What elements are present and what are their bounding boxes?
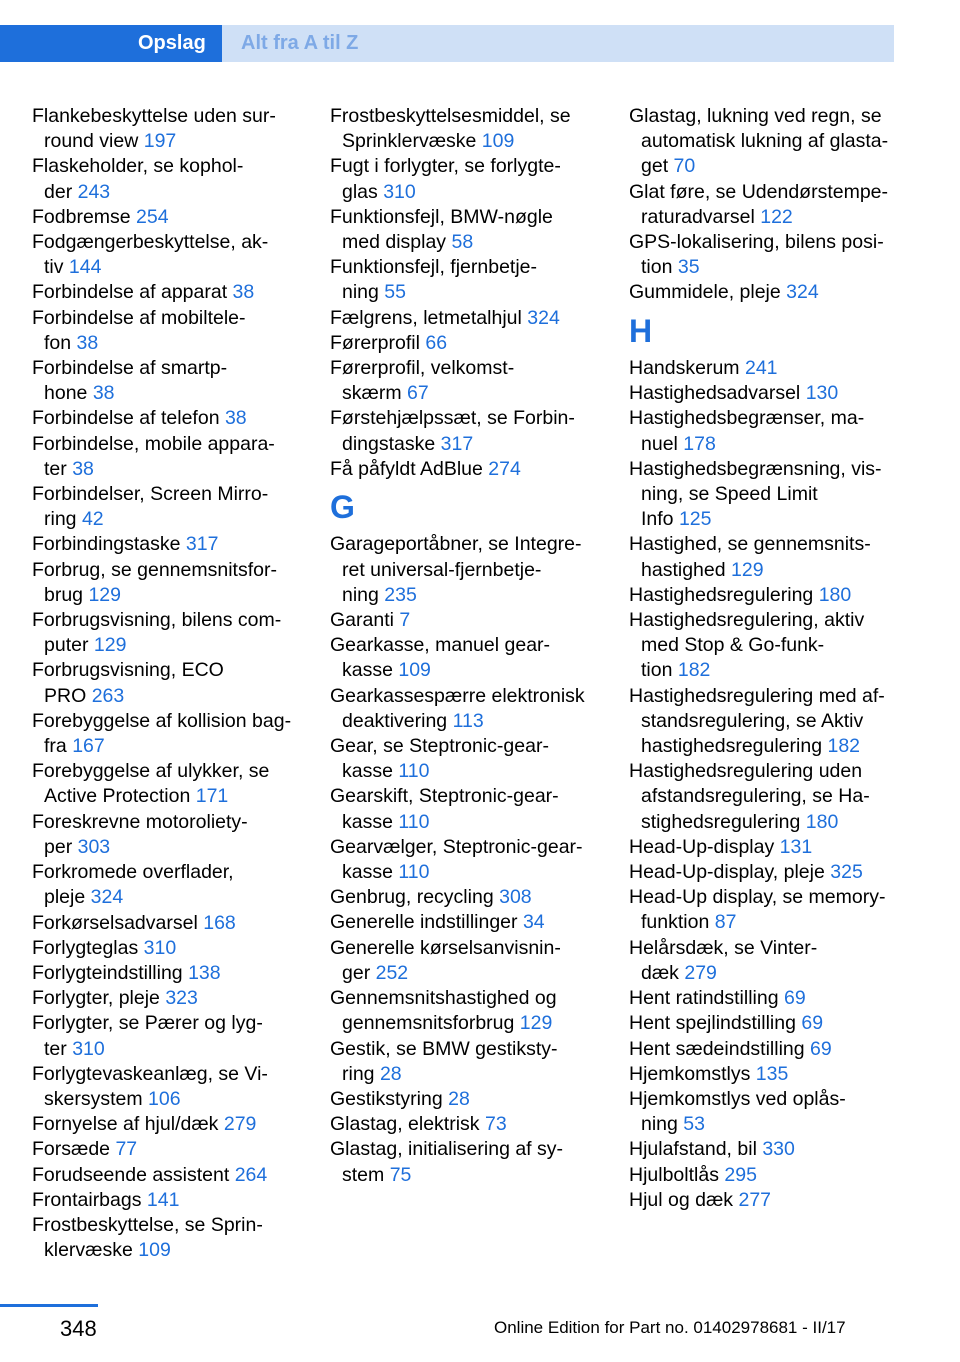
entry-term: Fodgængerbeskyttelse, ak- tiv	[32, 231, 269, 279]
index-entry	[32, 1213, 302, 1263]
index-entry	[32, 154, 302, 204]
page-link[interactable]: 69	[801, 1012, 824, 1035]
page-link[interactable]: 274	[488, 457, 521, 480]
index-entry	[32, 608, 302, 658]
entry-term: Forlygteglas	[32, 936, 144, 959]
page-link[interactable]: 129	[88, 583, 121, 606]
page-link[interactable]: 38	[72, 457, 94, 480]
page-link[interactable]: 34	[522, 911, 545, 934]
index-entry	[629, 885, 897, 935]
entry-term: Head-Up-display	[629, 835, 780, 858]
page-link[interactable]: 264	[234, 1163, 268, 1186]
entry-term: Gearkasse, manuel gear- kasse	[330, 634, 551, 682]
page-link[interactable]: 110	[398, 861, 430, 884]
entry-term: Frontairbags	[32, 1188, 147, 1211]
page-link[interactable]: 38	[76, 331, 99, 354]
index-entry	[629, 936, 897, 986]
page-link[interactable]: 75	[389, 1163, 412, 1186]
page-link[interactable]: 28	[379, 1062, 402, 1085]
entry-term: Glastag, initialisering af sy- stem	[330, 1138, 564, 1186]
index-entry	[629, 835, 897, 860]
page-link[interactable]: 180	[818, 583, 852, 606]
tab-opslag[interactable]: Opslag	[0, 25, 222, 62]
entry-term: Gestikstyring	[330, 1087, 449, 1110]
entry-term: Få påfyldt AdBlue	[330, 457, 489, 480]
page-link[interactable]: 67	[407, 382, 429, 405]
index-entry	[330, 608, 600, 633]
index-entry	[32, 306, 302, 356]
entry-term: Funktionsfejl, fjernbetje- ning	[330, 256, 538, 304]
index-entry	[32, 532, 302, 557]
footer-divider	[0, 1304, 98, 1307]
index-entry	[330, 457, 600, 482]
page-link[interactable]: 113	[452, 709, 484, 732]
page-link[interactable]: 130	[805, 382, 839, 405]
index-entry	[32, 1112, 302, 1137]
index-entry	[629, 532, 897, 582]
page-link[interactable]: 69	[784, 987, 806, 1010]
index-entry	[629, 1163, 897, 1188]
entry-term: Forbindelse af mobiltele- fon	[32, 306, 246, 354]
index-entry	[32, 911, 302, 936]
page-link[interactable]: 131	[779, 835, 813, 858]
page-link[interactable]: 310	[383, 180, 416, 203]
index-entry	[330, 306, 600, 331]
section-letter: G	[330, 489, 355, 526]
index-entry	[629, 280, 897, 305]
index-column-1	[32, 104, 302, 1263]
page-link[interactable]: 138	[188, 961, 221, 984]
entry-term: Hastighedsregulering	[629, 583, 819, 606]
page-link[interactable]: 109	[138, 1239, 171, 1262]
index-entry	[330, 885, 600, 910]
index-entry	[629, 1011, 897, 1036]
entry-term: Generelle kørselsanvisnin- ger	[330, 936, 561, 984]
index-entry	[32, 810, 302, 860]
entry-term: Gearskift, Steptronic-gear- kasse	[330, 785, 559, 833]
entry-term: Forbrugsvisning, ECO PRO	[32, 659, 224, 707]
page-link[interactable]: 310	[72, 1037, 105, 1060]
index-entry	[32, 709, 302, 759]
entry-term: Flaskeholder, se kophol- der	[32, 155, 244, 203]
entry-term: Gennemsnitshastighed og gennemsnitsforbrug	[330, 987, 557, 1035]
page-link[interactable]: 308	[499, 886, 532, 909]
page-link[interactable]: 323	[165, 987, 198, 1010]
index-entry	[330, 784, 600, 834]
page-link[interactable]: 168	[203, 911, 236, 934]
index-entry	[629, 356, 897, 381]
entry-term: Forbrugsvisning, bilens com- puter	[32, 609, 282, 657]
entry-term: Hent ratindstilling	[629, 987, 784, 1010]
index-column-3	[629, 104, 897, 1213]
entry-term: Hent sædeindstilling	[629, 1037, 811, 1060]
page-link[interactable]: 110	[398, 810, 430, 833]
page-link[interactable]: 141	[146, 1188, 180, 1211]
page-link[interactable]: 66	[425, 331, 448, 354]
page-link[interactable]: 69	[810, 1037, 832, 1060]
index-entry	[32, 936, 302, 961]
index-entry	[629, 608, 897, 684]
index-entry	[32, 406, 302, 431]
index-entry	[629, 104, 897, 180]
entry-term: Frostbeskyttelsesmiddel, se Sprinklervæske	[330, 105, 571, 153]
page-link[interactable]: 87	[714, 911, 737, 934]
index-entry	[330, 1112, 600, 1137]
index-entry	[330, 835, 600, 885]
entry-term: Forbindingstaske	[32, 533, 186, 556]
entry-term: Hastighedsbegrænsning, vis- ning, se Speed Limit Info	[629, 457, 882, 531]
entry-term: Genbrug, recycling	[330, 886, 500, 909]
index-entry	[629, 759, 897, 835]
page-link[interactable]: 317	[185, 533, 219, 556]
entry-term: Forkørselsadvarsel	[32, 911, 204, 934]
index-entry	[330, 986, 600, 1036]
page-link[interactable]: 279	[223, 1113, 257, 1136]
index-entry	[330, 1137, 600, 1187]
index-entry	[330, 1087, 600, 1112]
entry-term: Gearvælger, Steptronic-gear- kasse	[330, 835, 583, 884]
page-link[interactable]: 182	[827, 735, 861, 758]
page-link[interactable]: 58	[451, 231, 474, 254]
entry-term: Hastighedsregulering, aktiv med Stop & Go-funk- tion	[629, 609, 865, 682]
page-link[interactable]: 35	[677, 256, 700, 279]
page-link[interactable]: 197	[143, 130, 177, 153]
index-entry	[32, 860, 302, 910]
page-number: 348	[60, 1316, 97, 1341]
page-link[interactable]: 279	[684, 961, 717, 984]
page-link[interactable]: 325	[830, 861, 863, 884]
index-entry	[330, 684, 600, 734]
index-column-2	[330, 104, 600, 1188]
entry-term: Hastighedsregulering med af- standsregulering, se Aktiv hastighedsregulering	[629, 684, 885, 758]
index-entry	[32, 1163, 302, 1188]
edition-note: Online Edition for Part no. 01402978681 - II/17	[494, 1318, 846, 1337]
entry-term: Fornyelse af hjul/dæk	[32, 1113, 224, 1136]
entry-term: Forbindelser, Screen Mirro- ring	[32, 483, 269, 531]
index-entry	[330, 1037, 600, 1087]
entry-term: Hjul og dæk	[629, 1188, 739, 1211]
page-link[interactable]: 303	[77, 835, 111, 858]
page-link[interactable]: 180	[805, 810, 839, 833]
index-entry	[330, 205, 600, 255]
index-entry	[629, 406, 897, 456]
entry-term: Forudseende assistent	[32, 1163, 235, 1186]
index-entry	[330, 356, 600, 406]
entry-term: Forlygtevaskeanlæg, se Vi- skersystem	[32, 1062, 268, 1110]
page-link[interactable]: 38	[92, 382, 115, 405]
index-entry	[629, 1087, 897, 1137]
entry-term: Forlygteindstilling	[32, 961, 189, 984]
entry-term: Fodbremse	[32, 205, 137, 228]
page-link[interactable]: 129	[93, 634, 127, 657]
entry-term: Forbindelse, mobile appara- ter	[32, 432, 275, 480]
page-link[interactable]: 38	[232, 281, 255, 304]
tab-alt-fra-a-til-z[interactable]: Alt fra A til Z	[222, 25, 894, 62]
entry-term: Forkromede overflader, pleje	[32, 861, 234, 909]
index-entry	[32, 1137, 302, 1162]
index-entry	[629, 986, 897, 1011]
entry-term: Forbindelse af apparat	[32, 281, 233, 304]
page-link[interactable]: 7	[399, 609, 411, 632]
entry-term: Fælgrens, letmetalhjul	[330, 306, 528, 329]
entry-term: Foreskrevne motoroliety- per	[32, 810, 248, 858]
page-link[interactable]: 171	[195, 785, 229, 808]
index-entry	[32, 104, 302, 154]
page-link[interactable]: 295	[724, 1163, 757, 1186]
page-link[interactable]: 243	[77, 180, 111, 203]
index-entry	[629, 1037, 897, 1062]
entry-term: Gestik, se BMW gestiksty- ring	[330, 1037, 558, 1085]
entry-term: Glat føre, se Udendørstempe- raturadvarsel	[629, 180, 889, 228]
page-link[interactable]: 324	[527, 306, 560, 329]
entry-term: Forebyggelse af kollision bag- fra	[32, 709, 292, 758]
page-link[interactable]: 122	[760, 205, 793, 228]
page-link[interactable]: 241	[744, 357, 778, 380]
page-link[interactable]: 324	[90, 886, 124, 909]
index-entry	[330, 406, 600, 456]
page-link[interactable]: 28	[448, 1087, 470, 1110]
page-link[interactable]: 53	[683, 1113, 705, 1136]
entry-term: Hastighedsadvarsel	[629, 382, 806, 405]
entry-term: Forbindelse af telefon	[32, 407, 225, 430]
page-link[interactable]: 317	[440, 432, 474, 455]
index-entry	[629, 180, 897, 230]
page-link[interactable]: 129	[519, 1012, 553, 1035]
page-link[interactable]: 235	[384, 583, 417, 606]
page-link[interactable]: 178	[683, 432, 716, 455]
page-link[interactable]: 42	[81, 508, 104, 531]
page-link[interactable]: 310	[143, 936, 177, 959]
index-entry	[32, 558, 302, 608]
page-link[interactable]: 109	[481, 130, 515, 153]
index-entry	[32, 961, 302, 986]
index-entry	[330, 633, 600, 683]
page-link[interactable]: 38	[224, 407, 247, 430]
entry-term: Funktionsfejl, BMW-nøgle med display	[330, 205, 553, 254]
index-entry	[32, 432, 302, 482]
entry-term: Head-Up-display, pleje	[629, 861, 831, 884]
page-link[interactable]: 125	[678, 508, 712, 531]
page-link[interactable]: 182	[677, 659, 711, 682]
index-entry	[32, 1062, 302, 1112]
page-link[interactable]: 110	[398, 760, 430, 783]
index-entry	[32, 482, 302, 532]
index-entry	[330, 255, 600, 305]
header-bar	[0, 0, 960, 62]
page-link[interactable]: 252	[375, 961, 409, 984]
entry-term: Førstehjælpssæt, se Forbin- dingstaske	[330, 407, 575, 455]
page-link[interactable]: 55	[384, 281, 406, 304]
entry-term: Flankebeskyttelse uden sur- round view	[32, 105, 276, 153]
page-link[interactable]: 109	[398, 659, 431, 682]
entry-term: Frostbeskyttelse, se Sprin- klervæske	[32, 1213, 263, 1262]
entry-term: Forbindelse af smartp- hone	[32, 357, 228, 405]
page-link[interactable]: 77	[115, 1138, 138, 1161]
entry-term: Hastighedsbegrænser, ma- nuel	[629, 407, 865, 455]
entry-term: Hjemkomstlys ved oplås- ning	[629, 1087, 846, 1136]
page-link[interactable]: 277	[738, 1188, 772, 1211]
entry-term: Gummidele, pleje	[629, 281, 787, 304]
index-entry	[32, 986, 302, 1011]
index-entry	[330, 532, 600, 608]
entry-term: Forbrug, se gennemsnitsfor- brug	[32, 558, 277, 606]
entry-term: Garageportåbner, se Integre- ret universal-fjernbetje- ning	[330, 533, 582, 606]
index-entry	[629, 684, 897, 760]
index-entry	[330, 734, 600, 784]
page-link[interactable]: 73	[484, 1113, 507, 1136]
entry-term: Garanti	[330, 609, 400, 632]
entry-term: Hent spejlindstilling	[629, 1012, 802, 1035]
index-entry	[629, 381, 897, 406]
entry-term: GPS-lokalisering, bilens posi- tion	[629, 231, 884, 279]
page-link[interactable]: 263	[91, 684, 125, 707]
entry-term: Førerprofil, velkomst- skærm	[330, 357, 515, 405]
page-link[interactable]: 330	[762, 1138, 795, 1161]
entry-term: Forsæde	[32, 1138, 116, 1161]
entry-term: Gearkassespærre elektronisk deaktivering	[330, 684, 585, 732]
page-link[interactable]: 129	[731, 558, 764, 581]
entry-term: Glastag, lukning ved regn, se automatisk lukning af glasta- get	[629, 105, 889, 178]
entry-term: Handskerum	[629, 357, 745, 380]
section-letter: H	[629, 312, 653, 349]
index-entry	[32, 280, 302, 305]
page-link[interactable]: 144	[68, 256, 102, 279]
page-link[interactable]: 324	[786, 281, 819, 304]
index-entry	[32, 1011, 302, 1061]
entry-term: Head-Up display, se memory- funktion	[629, 886, 886, 934]
entry-term: Hjulafstand, bil	[629, 1138, 763, 1161]
entry-term: Generelle indstillinger	[330, 911, 523, 934]
index-entry	[629, 1062, 897, 1087]
entry-term: Hjemkomstlys	[629, 1062, 756, 1085]
entry-term: Gear, se Steptronic-gear- kasse	[330, 735, 549, 783]
entry-term: Glastag, elektrisk	[330, 1113, 485, 1136]
entry-term: Fugt i forlygter, se forlygte- glas	[330, 155, 561, 203]
index-entry	[330, 331, 600, 356]
entry-term: Forlygter, se Pærer og lyg- ter	[32, 1012, 263, 1060]
page-link[interactable]: 254	[136, 205, 169, 228]
entry-term: Hjulboltlås	[629, 1163, 725, 1186]
index-entry	[629, 1137, 897, 1162]
index-entry	[629, 860, 897, 885]
index-entry	[32, 759, 302, 809]
index-entry	[32, 356, 302, 406]
page-link[interactable]: 135	[755, 1062, 789, 1085]
index-entry	[32, 205, 302, 230]
index-entry	[330, 910, 600, 935]
entry-term: Førerprofil	[330, 331, 426, 354]
index-entry	[330, 936, 600, 986]
index-entry	[32, 658, 302, 708]
entry-term: Forlygter, pleje	[32, 987, 166, 1010]
entry-term: Hastighed, se gennemsnits- hastighed	[629, 533, 871, 581]
index-entry	[629, 230, 897, 280]
index-entry	[629, 457, 897, 533]
entry-term: Hastighedsregulering uden afstandsregulering, se Ha- stighedsregulering	[629, 760, 870, 833]
index-entry	[32, 1188, 302, 1213]
index-entry	[330, 154, 600, 204]
page-link[interactable]: 70	[673, 155, 696, 178]
entry-term: Forebyggelse af ulykker, se Active Protection	[32, 760, 270, 808]
index-entry	[330, 104, 600, 154]
index-entry	[629, 1188, 897, 1213]
page-link[interactable]: 167	[72, 735, 105, 758]
index-entry	[629, 583, 897, 608]
page-link[interactable]: 106	[148, 1087, 181, 1110]
entry-term: Helårsdæk, se Vinter- dæk	[629, 936, 818, 984]
index-entry	[32, 230, 302, 280]
